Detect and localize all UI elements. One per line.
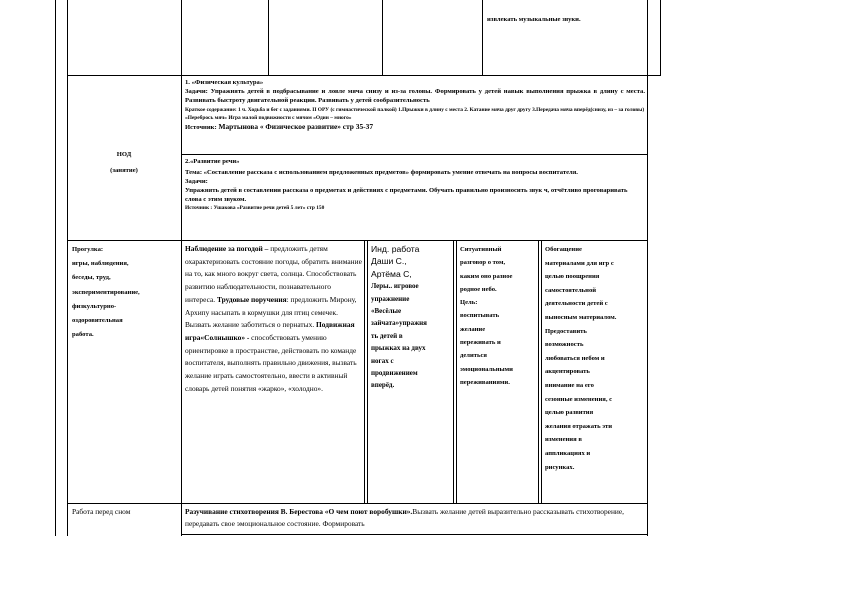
walk-label-line: Прогулка:: [72, 246, 104, 253]
individual-line: вперёд.: [371, 381, 395, 390]
grid-line: [67, 0, 68, 536]
environment-line: изменения в: [545, 436, 582, 444]
situational-line: переживать и: [460, 339, 501, 347]
environment-line: внимание на его: [545, 381, 594, 389]
environment-line: деятельности детей с: [545, 300, 608, 308]
walk-label-line: экспериментирование,: [72, 288, 140, 296]
before-sleep-label: Работа перед сном: [72, 507, 131, 516]
grid-line: [67, 503, 648, 504]
individual-line: продвижением: [371, 369, 418, 378]
grid-line: [538, 240, 539, 503]
block1-content-text: 1 ч. Ходьба и бег с заданиями. II ОРУ (с гимнастической палкой) 1.Прыжки в длину с места 2. Катание мяча друг другу 3.Передача мяча вперёд(снизу, из – за головы) «Перебрось мяч» Игра малой подвижности с мячом «Один – много»: [185, 107, 645, 121]
individual-line: ть детей в: [371, 331, 403, 340]
grid-line: [456, 240, 457, 503]
labor-lead: Трудовые поручения: [216, 294, 287, 304]
walk-label-line: оздоровительная: [72, 317, 123, 325]
walk-label-line: игры, наблюдения,: [72, 260, 129, 268]
grid-line: [453, 240, 454, 503]
observation-text: предложить детям охарактеризовать состояние погоды, обратить внимание на то, как много вокруг света, солнца. Способствовать развитию наблюдательности, познавательного интереса.: [185, 244, 362, 304]
game-lead: Подвижная игра«Солнышко» -: [185, 320, 355, 342]
grid-line: [67, 75, 661, 76]
walk-label-line: работа.: [72, 331, 94, 339]
grid-line: [660, 0, 661, 76]
block2-source: [185, 205, 645, 213]
situational-line: Цель:: [460, 299, 478, 307]
environment-line: возможность: [545, 341, 584, 349]
block1-source-text: Мартынова « Физическое развитие» стр 35-37: [216, 122, 374, 132]
block2-tasks-label: Задачи:: [185, 178, 208, 186]
nod-physical-culture-block: [185, 78, 645, 133]
environment-line: целью развития: [545, 409, 594, 417]
before-sleep-cell: [185, 506, 645, 531]
grid-line: [367, 240, 368, 503]
individual-line: «Весёлые: [371, 307, 402, 316]
situational-line: каким оно разное: [460, 272, 513, 280]
block1-tasks: Задачи: Упражнять детей в подбрасывание и ловле мяча снизу и из-за головы. Формировать у детей навык выполнения прыжка в длину с места. Развивать быстроту двигательной реакции. Развивать у детей сообразительность: [185, 88, 645, 105]
grid-line: [181, 0, 182, 536]
grid-line: [364, 240, 365, 503]
grid-line: [55, 0, 56, 536]
walk-label-cell: [72, 243, 180, 342]
grid-line: [181, 154, 648, 155]
grid-line: [647, 0, 648, 536]
environment-line: материалами для игр с: [545, 259, 614, 267]
block2-source-label: Источник :: [185, 205, 213, 212]
block1-content-label: Краткое содержание:: [185, 107, 237, 114]
walk-observation-cell: [185, 243, 362, 395]
environment-line: выносным материалом.: [545, 313, 617, 321]
block2-title: 2.«Развитие речи»: [185, 158, 240, 165]
walk-situational-cell: [460, 243, 538, 389]
environment-line: аппликациях и: [545, 449, 591, 457]
nod-sublabel: (занятие): [110, 167, 138, 175]
individual-line: Леры.. игровое: [371, 282, 419, 291]
nod-label-cell: [68, 150, 180, 175]
block1-source-label: Источник:: [185, 124, 217, 132]
walk-label-line: беседы, труд,: [72, 274, 111, 282]
situational-line: эмоциональными: [460, 365, 513, 373]
individual-line: прыжках на двух: [371, 344, 426, 353]
nod-speech-block: [185, 157, 645, 213]
environment-line: рисунках.: [545, 463, 575, 471]
block2-tasks: Упражнять детей в составлении рассказа о предметах и действиях с предметами. Обучать правильно произносить звук ч, отчётливо проговаривать слова с этим звуком.: [185, 187, 628, 204]
individual-line: Инд. работа: [371, 244, 420, 254]
labor-text: : предложить Мирону, Архипу насыпать в кормушки для птиц семечек. Вызвать желание заботиться о пернатых.: [185, 294, 357, 330]
grid-line: [181, 534, 648, 535]
individual-line: зайчата»упражня: [371, 319, 427, 328]
environment-line: акцентировать: [545, 368, 590, 376]
before-sleep-lead: Разучивание стихотворения В. Берестова «О чем поют воробушки».: [185, 507, 413, 516]
environment-line: Обогащение: [545, 246, 582, 253]
individual-line: упражнение: [371, 294, 410, 303]
block1-title: 1. «Физическая культура»: [185, 79, 264, 86]
situational-line: родное небо.: [460, 285, 497, 293]
environment-line: Предоставить: [545, 327, 587, 335]
environment-line: целью поощрения: [545, 273, 600, 281]
individual-line: ногах с: [371, 356, 394, 365]
situational-line: делиться: [460, 352, 487, 360]
individual-line: Даши С.,: [371, 256, 407, 267]
grid-line: [541, 240, 542, 503]
situational-line: воспитывать: [460, 312, 500, 320]
individual-line: Артёма С,: [371, 268, 412, 279]
game-text: способствовать умению ориентировке в пространстве, действовать по команде воспитателя, выполнять правильно движения, вызвать желание играть самостоятельно, ввести в активный словарь детей понятия «жарко», «холодно».: [185, 332, 357, 393]
top-row-continuation-text: извлекать музыкальные звуки.: [487, 16, 581, 23]
before-sleep-text: Вызвать желание детей выразительно рассказывать стихотворение, передавать свое эмоциональное состояние. Формировать: [185, 507, 624, 529]
block2-theme: Тема: «Составление рассказа с использованием предложенных предметов» формировать умение отвечать на вопросы воспитателя.: [185, 169, 578, 177]
block1-content: [185, 107, 645, 122]
situational-line: желание: [460, 325, 486, 333]
environment-line: желания отражать эти: [545, 422, 613, 430]
block2-source-text: Ушакова «Развитие речи детей 5 лет» стр 150: [212, 205, 325, 212]
grid-line: [482, 0, 483, 76]
walk-environment-cell: [545, 243, 646, 474]
walk-label-line: физкультурно-: [72, 302, 117, 310]
environment-line: самостоятельной: [545, 286, 597, 294]
situational-line: Ситуативный: [460, 246, 502, 253]
block1-source: [185, 122, 645, 132]
walk-individual-cell: [371, 243, 453, 392]
grid-line: [268, 0, 269, 76]
environment-line: сезонные изменения, с: [545, 395, 613, 403]
situational-line: переживаниями.: [460, 378, 510, 386]
grid-line: [382, 0, 383, 76]
observation-lead: Наблюдение за погодой –: [185, 244, 269, 253]
situational-line: разговор о том,: [460, 259, 506, 267]
nod-label: НОД: [116, 151, 132, 158]
environment-line: любоваться небом и: [545, 354, 605, 362]
grid-line: [67, 240, 648, 241]
